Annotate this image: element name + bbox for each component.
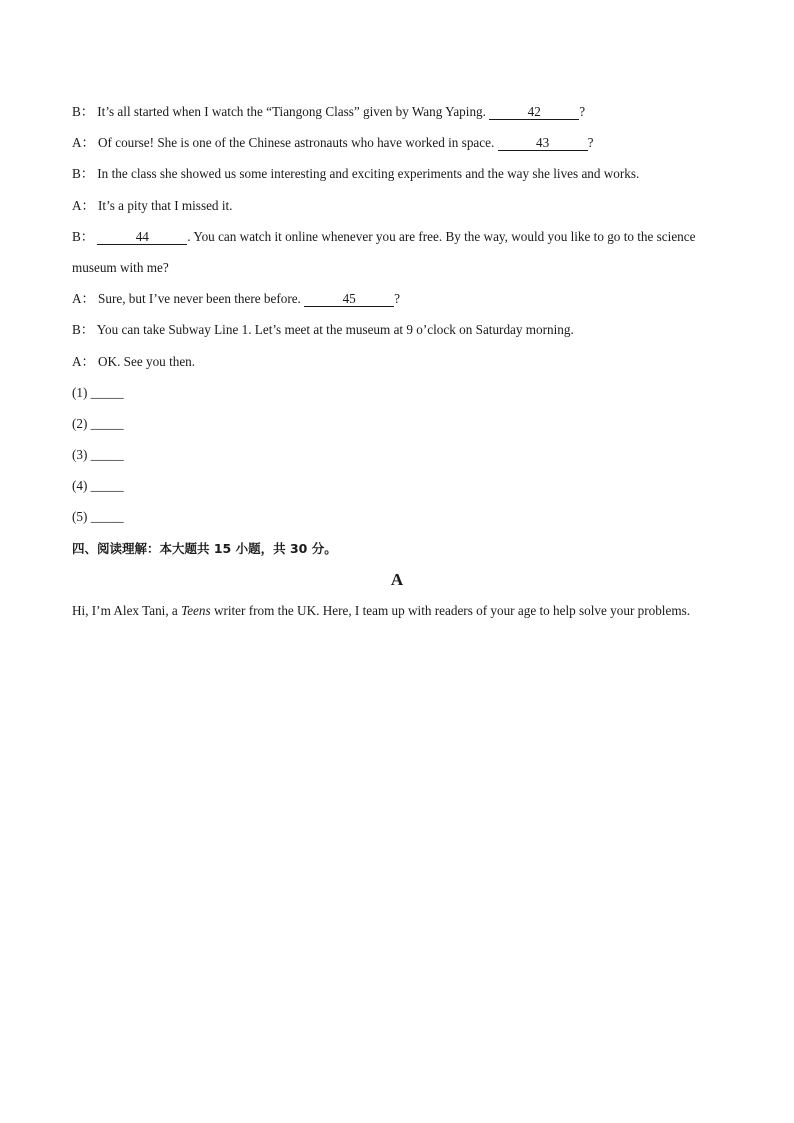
section-heading: 四、阅读理解：本大题共 15 小题，共 30 分。 (72, 540, 337, 556)
dialogue-text: OK. See you then. (98, 353, 196, 369)
answer-line-3[interactable]: (3) _____ (72, 447, 124, 463)
dialogue-line-1 (72, 96, 722, 127)
passage-intro (72, 595, 722, 626)
dialogue-line-5 (72, 221, 722, 283)
answer-line-4[interactable]: (4) _____ (72, 478, 124, 494)
dialogue-text: It’s all started when I watch the “Tiangong Class” given by Wang Yaping. (97, 104, 486, 119)
answer-blank-43: 43 (498, 135, 588, 151)
dialogue-line-4 (72, 190, 722, 221)
speaker-label: B： (72, 166, 94, 182)
answer-blank-44: 44 (97, 229, 187, 245)
speaker-label: A： (72, 197, 95, 213)
dialogue-text-end: ? (587, 135, 594, 151)
dialogue-text: You can take Subway Line 1. Let’s meet at the museum at 9 o’clock on Saturday morning. (96, 322, 574, 338)
speaker-label: A： (72, 291, 95, 307)
dialogue-text-end: . You can watch it online whenever you are free. By the way, would you like to go to the science museum with me? (72, 228, 696, 275)
dialogue-line-7 (72, 314, 722, 345)
speaker-label: B： (72, 104, 94, 119)
passage-title: A (390, 569, 404, 589)
magazine-name: Teens (181, 603, 211, 619)
speaker-label: B： (72, 228, 94, 244)
dialogue-line-8 (72, 346, 722, 377)
answer-line-2[interactable]: (2) _____ (72, 415, 124, 431)
dialogue-text-end: ? (394, 291, 401, 307)
dialogue-text: Sure, but I’ve never been there before. (98, 291, 301, 307)
speaker-label: A： (72, 353, 95, 369)
exam-page (72, 96, 722, 626)
speaker-label: A： (72, 135, 95, 151)
dialogue-text-end: ? (579, 104, 586, 119)
answer-line-5[interactable]: (5) _____ (72, 509, 124, 525)
dialogue-line-6 (72, 283, 722, 314)
speaker-label: B： (72, 322, 94, 338)
passage-text-end: writer from the UK. Here, I team up with readers of your age to help solve your problems. (210, 603, 691, 619)
dialogue-line-2 (72, 127, 722, 158)
answer-line-1[interactable]: (1) _____ (72, 384, 124, 400)
answer-blank-45: 45 (304, 291, 394, 307)
dialogue-text: It’s a pity that I missed it. (98, 197, 233, 213)
dialogue-line-3 (72, 158, 722, 189)
answer-blank-42: 42 (489, 104, 579, 120)
dialogue-text: In the class she showed us some interesting and exciting experiments and the way she lives and works. (97, 166, 640, 182)
passage-text: Hi, I’m Alex Tani, a (72, 603, 182, 619)
dialogue-text: Of course! She is one of the Chinese astronauts who have worked in space. (98, 135, 495, 151)
